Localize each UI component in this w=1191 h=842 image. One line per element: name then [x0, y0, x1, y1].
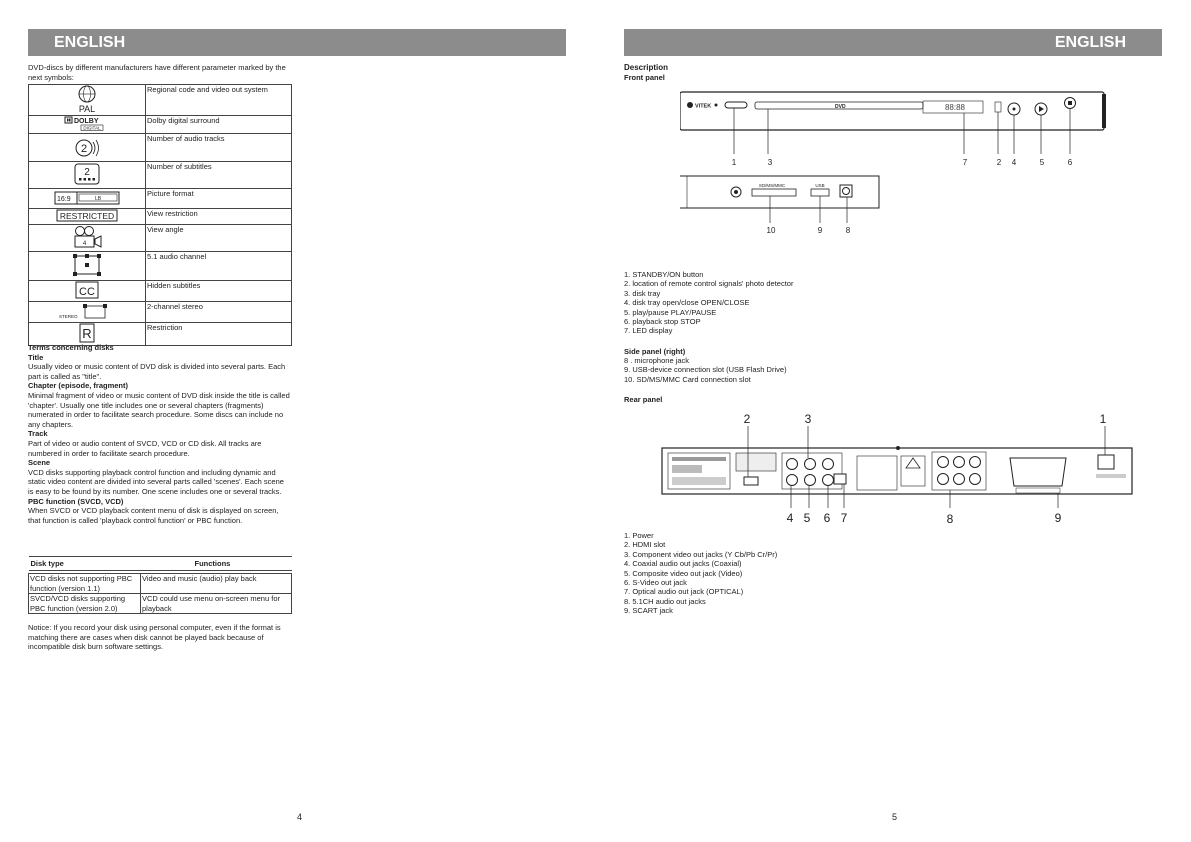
list-item: 1. STANDBY/ON button [624, 270, 704, 279]
picture-format-icon [29, 189, 146, 209]
optical-jack-drawing [834, 474, 846, 484]
symbol-label: 5.1 audio channel [146, 252, 292, 281]
callout-label: 5 [803, 511, 811, 525]
audio-icon-text: 2 [80, 142, 88, 155]
list-item: 4. Coaxial audio out jacks (Coaxial) [624, 559, 742, 569]
page-number: 5 [892, 812, 898, 822]
callout-label: 9 [1054, 511, 1062, 525]
symbol-label: Number of audio tracks [146, 134, 292, 162]
subtitle-icon-text: 2 [84, 167, 90, 178]
callout-label: 3 [804, 412, 812, 426]
list-item: 5. play/pause PLAY/PAUSE [624, 307, 717, 317]
list-item: 2. location of remote control signals' photo detector [624, 279, 794, 289]
symbol-label: Hidden subtitles [146, 281, 292, 302]
list-item: 5. Composite video out jack (Video) [624, 568, 743, 578]
callout-label: 5 [1039, 158, 1045, 167]
table-header: Disk type [29, 557, 141, 571]
usb-slot-drawing [811, 189, 829, 196]
list-item: 9. USB-device connection slot (USB Flash Drive) [624, 365, 787, 375]
symbol-label: Picture format [146, 189, 292, 209]
term-text: When SVCD or VCD playback content menu of disk is displayed on screen, that function is called 'playback control function' or PBC function. [28, 506, 279, 525]
list-item: 8 . microphone jack [624, 356, 690, 365]
card-slot-drawing [752, 189, 796, 196]
symbol-label: Number of subtitles [146, 162, 292, 189]
region-icon-text: PAL [78, 104, 96, 113]
left-page [0, 0, 595, 842]
table-cell: VCD disks not supporting PBC function (version 1.1) [29, 574, 141, 594]
usb-label: USB [815, 183, 825, 188]
format-icon-sub: LB [94, 195, 102, 202]
terms-heading: Terms concerning disks [28, 343, 114, 352]
callout-label: 8 [946, 512, 954, 526]
terms-section [28, 343, 290, 525]
list-item: 7. LED display [624, 326, 673, 336]
list-item: 2. HDMI slot [624, 540, 666, 550]
vitek-logo-icon [687, 102, 693, 108]
symbols-table [28, 84, 292, 346]
list-item: 3. Component video out jacks (Y Cb/Pb Cr/Pr) [624, 549, 778, 559]
symbol-label: Dolby digital surround [146, 116, 292, 134]
table-cell: SVCD/VCD disks supporting PBC function (version 2.0) [29, 594, 141, 614]
scart-jack-drawing [1010, 458, 1066, 486]
rear-panel-list [624, 531, 884, 616]
term-title: Chapter (episode, fragment) [28, 381, 129, 391]
term-title: Scene [28, 458, 51, 468]
tray-label: DVD [835, 104, 846, 110]
callout-label: 6 [1067, 158, 1073, 167]
list-item: 7. Optical audio out jack (OPTICAL) [624, 587, 744, 597]
symbol-label: View restriction [146, 209, 292, 225]
symbol-label: Restriction [146, 323, 292, 346]
hdmi-slot-drawing [744, 477, 758, 485]
symbol-label: View angle [146, 225, 292, 252]
callout-label: 7 [962, 158, 968, 167]
callout-label: 7 [840, 511, 848, 525]
side-panel-list [624, 356, 884, 384]
term-text: Part of video or audio content of SVCD, VCD or CD disk. All tracks are numbered in order to facilitate search procedure. [28, 438, 262, 458]
callout-label: 1 [1099, 412, 1107, 426]
disk-type-table [28, 556, 292, 614]
callout-label: 9 [817, 226, 823, 235]
format-icon-text: 16:9 [57, 195, 71, 203]
callout-label: 2 [743, 412, 751, 426]
restricted-icon-text: RESTRICTED [59, 211, 115, 221]
power-inlet-drawing [1098, 455, 1114, 469]
term-title: PBC function (SVCD, VCD) [28, 496, 124, 506]
audio-tracks-icon [29, 134, 146, 162]
table-cell: Video and music (audio) play back [141, 574, 292, 594]
subtitles-count-icon [29, 162, 146, 189]
region-globe-icon [29, 85, 146, 116]
stereo-icon-text: STEREO [59, 314, 78, 319]
callout-label: 3 [767, 158, 773, 167]
dolby-icon-sub: DIGITAL [83, 125, 101, 131]
list-item: 9. SCART jack [624, 606, 673, 616]
term-text: Usually video or music content of DVD disk is divided into several parts. Each part is called as "title". [28, 362, 286, 381]
list-item: 10. SD/MS/MMC Card connection slot [624, 374, 751, 384]
rear-panel-heading: Rear panel [624, 395, 663, 404]
angle-icon-text: 4 [82, 241, 87, 247]
symbol-label: Regional code and video out system [146, 85, 292, 116]
standby-button-drawing [725, 102, 747, 108]
page-header: ENGLISH [28, 29, 566, 56]
r-icon-text: R [82, 326, 92, 341]
intro-text: DVD-discs by different manufacturers have different parameter marked by the next symbols: [28, 63, 286, 82]
front-panel-diagram [680, 88, 1110, 238]
cc-icon-text: CC [79, 286, 95, 298]
term-title: Track [28, 429, 48, 439]
cc-icon [29, 281, 146, 302]
rear-panel-diagram [660, 408, 1140, 528]
callout-label: 8 [845, 226, 851, 235]
callout-label: 1 [731, 158, 737, 167]
term-text: VCD disks supporting playback control function and including dynamic and static video content are divided into several parts called 'scenes'. Each scene is easy to be found by its number. One scene includes one or several tracks. [28, 467, 284, 496]
brand-label: VITEK [695, 103, 712, 110]
list-item: 6. playback stop STOP [624, 317, 701, 327]
symbol-label: 2-channel stereo [146, 302, 292, 323]
table-header: Functions [141, 557, 292, 571]
description-heading: Description [624, 63, 669, 72]
surround-5-1-icon [29, 252, 146, 281]
callout-label: 2 [996, 158, 1002, 167]
front-panel-list [624, 270, 884, 336]
dolby-logo-icon [29, 116, 146, 134]
callout-label: 4 [786, 511, 794, 525]
callout-label: 6 [823, 511, 831, 525]
right-page [595, 0, 1191, 842]
front-panel-heading: Front panel [624, 73, 665, 82]
list-item: 1. Power [624, 531, 654, 540]
camera-angle-icon [29, 225, 146, 252]
callout-label: 4 [1011, 158, 1017, 167]
restricted-icon [29, 209, 146, 225]
list-item: 6. S-Video out jack [624, 578, 687, 588]
page-header: ENGLISH [624, 29, 1162, 56]
list-item: 3. disk tray [624, 288, 661, 298]
side-panel-heading: Side panel (right) [624, 347, 686, 356]
dolby-icon-text: DOLBY [74, 118, 99, 125]
table-cell: VCD could use menu on-screen menu for playback [141, 594, 292, 614]
stereo-icon [29, 302, 146, 323]
term-text: Minimal fragment of video or music content of DVD disk inside the title is called 'chapter'. Usually one title includes one or several chapters (fragments) numerated in order to facilitate search procedure. Some discs can include no any chapters. [28, 390, 290, 429]
notice-text: Notice: If you record your disk using personal computer, even if the format is matching there are cases when disk cannot be played back because of incompatible disk burn software settings. [28, 623, 281, 652]
list-item: 8. 5.1CH audio out jacks [624, 596, 706, 606]
list-item: 4. disk tray open/close OPEN/CLOSE [624, 298, 750, 308]
table-row [29, 594, 292, 614]
svg-text:88:88: 88:88 [944, 103, 966, 112]
term-title: Title [28, 352, 44, 362]
page-number: 4 [297, 812, 303, 822]
table-row [29, 574, 292, 594]
callout-label: 10 [766, 226, 776, 235]
slot-label: SD/MS/MMC [758, 183, 786, 188]
